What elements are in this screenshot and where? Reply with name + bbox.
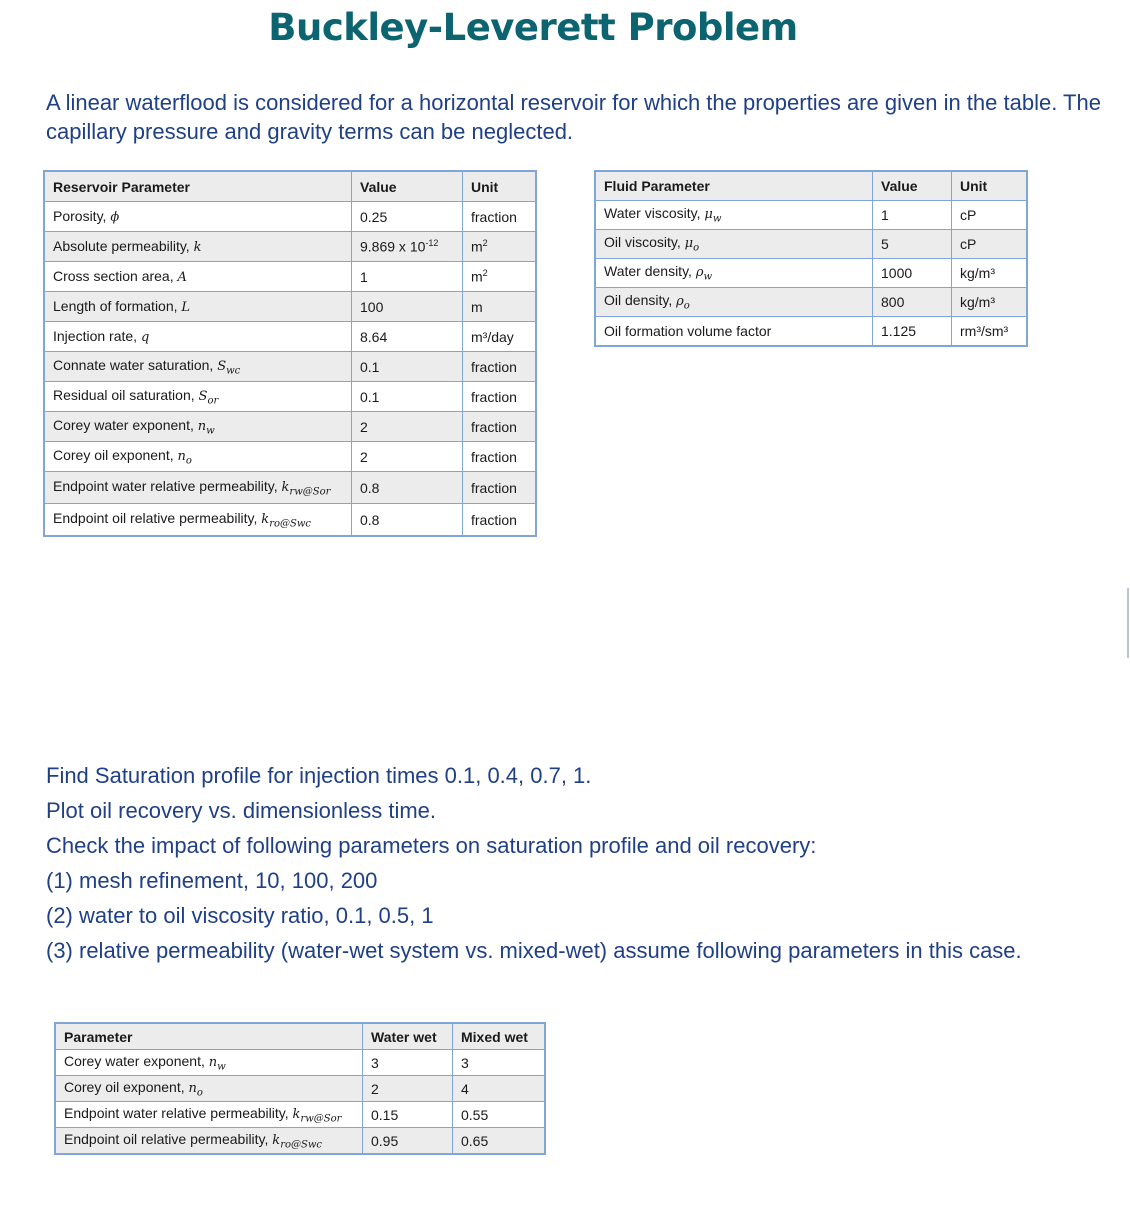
table-header: Water wet <box>363 1023 453 1050</box>
param-symbol: L <box>181 300 191 315</box>
param-label: Corey oil exponent, <box>64 1078 189 1095</box>
table-row <box>595 259 1027 288</box>
reservoir-parameter-table <box>43 170 537 537</box>
param-symbol: $k_{ro@Swc}$ <box>261 511 311 530</box>
param-unit: kg/m³ <box>952 288 1028 317</box>
page-edge-divider <box>1127 588 1129 658</box>
param-symbol: $\rho_o$ <box>676 294 690 312</box>
param-symbol: k <box>193 240 202 255</box>
param-symbol: $k_{ro@Swc}$ <box>272 1132 322 1151</box>
param-label: Porosity, <box>53 208 111 224</box>
param-value: 0.25 <box>352 202 463 232</box>
table-row <box>44 382 536 412</box>
mixed-wet-value: 0.65 <box>453 1128 546 1155</box>
param-unit: fraction <box>463 412 537 442</box>
task-item: (2) water to oil viscosity ratio, 0.1, 0.5, 1 <box>46 903 434 928</box>
param-symbol: $\mu_w$ <box>704 207 722 225</box>
param-label: Oil formation volume factor <box>595 317 873 347</box>
param-value: 800 <box>873 288 952 317</box>
param-unit: m <box>471 238 483 255</box>
param-unit-exponent: 2 <box>482 238 488 249</box>
param-unit: fraction <box>463 202 537 232</box>
table-header: Mixed wet <box>453 1023 546 1050</box>
param-label: Corey oil exponent, <box>53 446 178 463</box>
task-item: Check the impact of following parameters on saturation profile and oil recovery: <box>46 833 817 858</box>
water-wet-value: 0.95 <box>363 1128 453 1155</box>
param-value-exponent: -12 <box>425 238 439 249</box>
param-value: 1.125 <box>873 317 952 347</box>
param-label: Connate water saturation, <box>53 356 218 373</box>
param-value: 1 <box>352 262 463 292</box>
param-symbol: A <box>177 270 187 285</box>
param-unit: rm³/sm³ <box>952 317 1028 347</box>
param-label: Endpoint oil relative permeability, <box>53 509 262 526</box>
param-symbol: $k_{rw@Sor}$ <box>292 1106 342 1125</box>
param-label: Endpoint water relative permeability, <box>64 1104 293 1121</box>
param-unit: cP <box>952 201 1028 230</box>
table-row <box>55 1076 545 1102</box>
param-unit: kg/m³ <box>952 259 1028 288</box>
param-value: 8.64 <box>352 322 463 352</box>
param-unit-exponent: 2 <box>482 268 488 279</box>
param-label: Injection rate, <box>53 328 141 344</box>
table-row <box>44 352 536 382</box>
param-unit: m <box>471 268 483 285</box>
water-wet-value: 3 <box>363 1050 453 1076</box>
table-header: Parameter <box>55 1023 363 1050</box>
param-symbol: $S_{or}$ <box>198 388 219 407</box>
param-symbol: $n_o$ <box>188 1080 203 1099</box>
task-item: Plot oil recovery vs. dimensionless time. <box>46 798 437 823</box>
param-value: 2 <box>352 412 463 442</box>
mixed-wet-value: 4 <box>453 1076 546 1102</box>
param-symbol: $n_w$ <box>197 418 215 437</box>
table-row <box>595 288 1027 317</box>
relative-permeability-table <box>54 1022 546 1155</box>
table-row <box>44 322 536 352</box>
param-symbol: $n_o$ <box>177 448 192 467</box>
task-item: Find Saturation profile for injection times 0.1, 0.4, 0.7, 1. <box>46 763 592 788</box>
param-label: Endpoint oil relative permeability, <box>64 1130 273 1147</box>
param-unit: fraction <box>463 472 537 504</box>
table-row <box>44 504 536 537</box>
task-list <box>46 758 1110 965</box>
param-unit: m <box>463 292 537 322</box>
param-symbol: $\mu_o$ <box>684 236 700 254</box>
param-value: 1 <box>873 201 952 230</box>
param-unit: m³/day <box>463 322 537 352</box>
table-row <box>595 317 1027 347</box>
water-wet-value: 0.15 <box>363 1102 453 1128</box>
param-value: 0.8 <box>352 472 463 504</box>
param-label: Water viscosity, <box>604 205 705 222</box>
table-row <box>44 202 536 232</box>
param-label: Residual oil saturation, <box>53 386 199 403</box>
water-wet-value: 2 <box>363 1076 453 1102</box>
table-row <box>55 1128 545 1155</box>
table-header: Reservoir Parameter <box>44 171 352 202</box>
param-value: 9.869 x 10 <box>360 238 426 255</box>
task-item: (3) relative permeability (water-wet system vs. mixed-wet) assume following parameters in this case. <box>46 938 1022 963</box>
param-value: 100 <box>352 292 463 322</box>
mixed-wet-value: 0.55 <box>453 1102 546 1128</box>
table-row <box>44 232 536 262</box>
mixed-wet-value: 3 <box>453 1050 546 1076</box>
param-label: Length of formation, <box>53 298 182 314</box>
table-row <box>55 1050 545 1076</box>
param-label: Corey water exponent, <box>64 1052 209 1069</box>
table-header: Unit <box>952 171 1028 201</box>
param-unit: fraction <box>463 442 537 472</box>
param-label: Cross section area, <box>53 268 178 284</box>
param-unit: cP <box>952 230 1028 259</box>
table-row <box>595 201 1027 230</box>
table-row <box>44 412 536 442</box>
task-item: (1) mesh refinement, 10, 100, 200 <box>46 868 378 893</box>
table-row <box>44 472 536 504</box>
param-value: 5 <box>873 230 952 259</box>
table-row <box>595 230 1027 259</box>
param-label: Oil viscosity, <box>604 234 685 251</box>
param-symbol: $\rho_w$ <box>695 265 713 283</box>
param-label: Absolute permeability, <box>53 238 194 254</box>
param-symbol: $S_{wc}$ <box>217 358 241 377</box>
table-header: Value <box>352 171 463 202</box>
param-label: Corey water exponent, <box>53 416 198 433</box>
fluid-parameter-table <box>594 170 1028 347</box>
param-symbol: $k_{rw@Sor}$ <box>281 479 331 498</box>
table-header: Value <box>873 171 952 201</box>
param-unit: fraction <box>463 504 537 537</box>
param-symbol: ϕ <box>110 210 120 225</box>
param-value: 2 <box>352 442 463 472</box>
table-header: Fluid Parameter <box>595 171 873 201</box>
param-value: 0.1 <box>352 382 463 412</box>
table-row <box>44 442 536 472</box>
intro-paragraph: A linear waterflood is considered for a horizontal reservoir for which the properties are given in the table. The capillary pressure and gravity terms can be neglected. <box>46 90 1101 144</box>
param-label: Water density, <box>604 263 696 280</box>
param-value: 0.8 <box>352 504 463 537</box>
table-row <box>44 292 536 322</box>
table-row <box>44 262 536 292</box>
param-label: Oil density, <box>604 292 677 309</box>
param-symbol: q <box>140 330 150 345</box>
page-title: Buckley-Leverett Problem <box>268 6 798 49</box>
param-unit: fraction <box>463 382 537 412</box>
param-value: 1000 <box>873 259 952 288</box>
param-unit: fraction <box>463 352 537 382</box>
param-label: Endpoint water relative permeability, <box>53 477 282 494</box>
param-symbol: $n_w$ <box>208 1054 226 1073</box>
param-value: 0.1 <box>352 352 463 382</box>
table-header: Unit <box>463 171 537 202</box>
table-row <box>55 1102 545 1128</box>
